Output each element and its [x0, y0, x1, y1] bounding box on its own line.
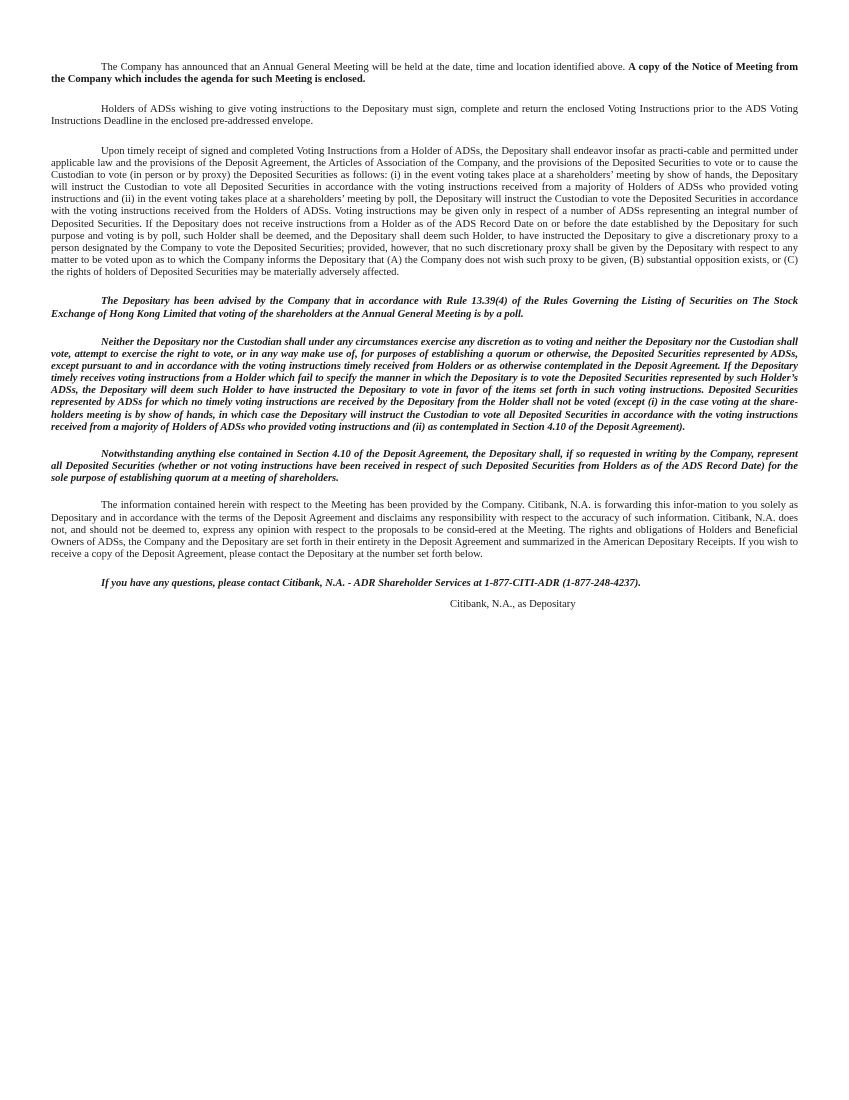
paragraph-poll-advisory: The Depositary has been advised by the Company that in accordance with Rule 13.39(4) of the Rules Governing the Listing of Securities on The Stock Exchange of Hong Kong Limited that voting of the shareholders at the Annual General Meeting is by a poll.: [51, 296, 798, 320]
paragraph-disclaimer: The information contained herein with respect to the Meeting has been provided by the Company. Citibank, N.A. is forwarding this infor-mation to you solely as Depositary and in accordance with the terms of the Deposit Agreement and disclaims any responsibility with respect to the accuracy of such information. Citibank, N.A. does not, and should not be deemed to, express any opinion with respect to the proposals to be consid-ered at the Meeting. The rights and obligations of Holders and Beneficial Owners of ADSs, the Company and the Depositary are set forth in their entirety in the Deposit Agreement and summarized in the American Depositary Receipts. If you wish to receive a copy of the Deposit Agreement, please contact the Depositary at the number set forth below.: [51, 500, 798, 560]
paragraph-voting-instructions: Holders of ADSs wishing to give voting instructions to the Depositary must sign, complete and return the enclosed Voting Instructions prior to the ADS Voting Instructions Deadline in the enclosed pre-addressed envelope.: [51, 104, 798, 128]
paragraph-no-discretion: Neither the Depositary nor the Custodian shall under any circumstances exercise any discretion as to voting and neither the Depositary nor the Custodian shall vote, attempt to exercise the right to vote, or in any way make use of, for purposes of establishing a quorum or otherwise, the Deposited Securities represented by ADSs, except pursuant to and in accordance with the voting instructions timely received from Holders or as otherwise contemplated in the Deposit Agreement. If the Depositary timely receives voting instructions from a Holder which fail to specify the manner in which the Depositary is to vote the Deposited Securities represented by such Holder’s ADSs, the Depositary will deem such Holder to have instructed the Depositary to vote in favor of the items set forth in such voting instructions. Deposited Securities represented by ADSs for which no timely voting instructions are received by the Depositary from the Holder shall not be voted (except (i) in the case voting at the share-holders meeting is by show of hands, in which case the Depositary will instruct the Custodian to vote all Deposited Securities in accordance with the voting instructions received from a majority of Holders of ADSs who provided voting instructions and (ii) as contemplated in Section 4.10 of the Deposit Agreement).: [51, 336, 798, 433]
paragraph-quorum: Notwithstanding anything else contained in Section 4.10 of the Deposit Agreement, the Depositary shall, if so requested in writing by the Company, represent all Deposited Securities (whether or not voting instructions have been received in respect of such Deposited Securities from Holders as of the ADS Record Date) for the sole purpose of establishing quorum at a meeting of shareholders.: [51, 448, 798, 485]
signature-line: Citibank, N.A., as Depositary: [450, 599, 576, 611]
paragraph-meeting-announcement: [51, 62, 798, 86]
meeting-announcement-text: The Company has announced that an Annual General Meeting will be held at the date, time and location identified above.: [101, 62, 629, 73]
meeting-notice-enclosed: A copy of the Notice of Meeting from the Company which includes the agenda for such Meeting is enclosed.: [51, 62, 799, 86]
paragraph-voting-procedure: Upon timely receipt of signed and completed Voting Instructions from a Holder of ADSs, the Depositary shall endeavor insofar as practi-cable and permitted under applicable law and the provisions of the Deposit Agreement, the Articles of Association of the Company, and the provisions of the Deposited Securities to vote or to cause the Custodian to vote (in person or by proxy) the Deposited Securities as follows: (i) in the event voting takes place at a shareholders’ meeting by show of hands, the Depositary will instruct the Custodian to vote all Deposited Securities in accordance with the voting instructions received from a majority of Holders of ADSs who provided voting instructions and (ii) in the event voting takes place at a shareholders’ meeting by poll, the Depositary will instruct the Custodian to vote the Deposited Securities in accordance with the voting instructions received from the Holders of ADSs. Voting instructions may be given only in respect of a number of ADSs representing an integral number of Deposited Securities. If the Depositary does not receive instructions from a Holder as of the ADS Record Date on or before the date established by the Depositary for such purpose and voting is by poll, such Holder shall be deemed, and the Depositary shall deem such Holder, to have instructed the Depositary to give a discretionary proxy to a person designated by the Company to vote the Deposited Securities; provided, however, that no such discretionary proxy shall be given by the Depositary with respect to any matter to be voted upon as to which the Company informs the Depositary that (A) the Company does not wish such proxy to be given, (B) substantial opposition exists, or (C) the rights of holders of Deposited Securities may be materially adversely affected.: [51, 145, 798, 279]
contact-line: If you have any questions, please contact Citibank, N.A. - ADR Shareholder Services at 1-877-CITI-ADR (1-877-248-4237).: [101, 578, 641, 590]
notice-body: [51, 62, 798, 611]
